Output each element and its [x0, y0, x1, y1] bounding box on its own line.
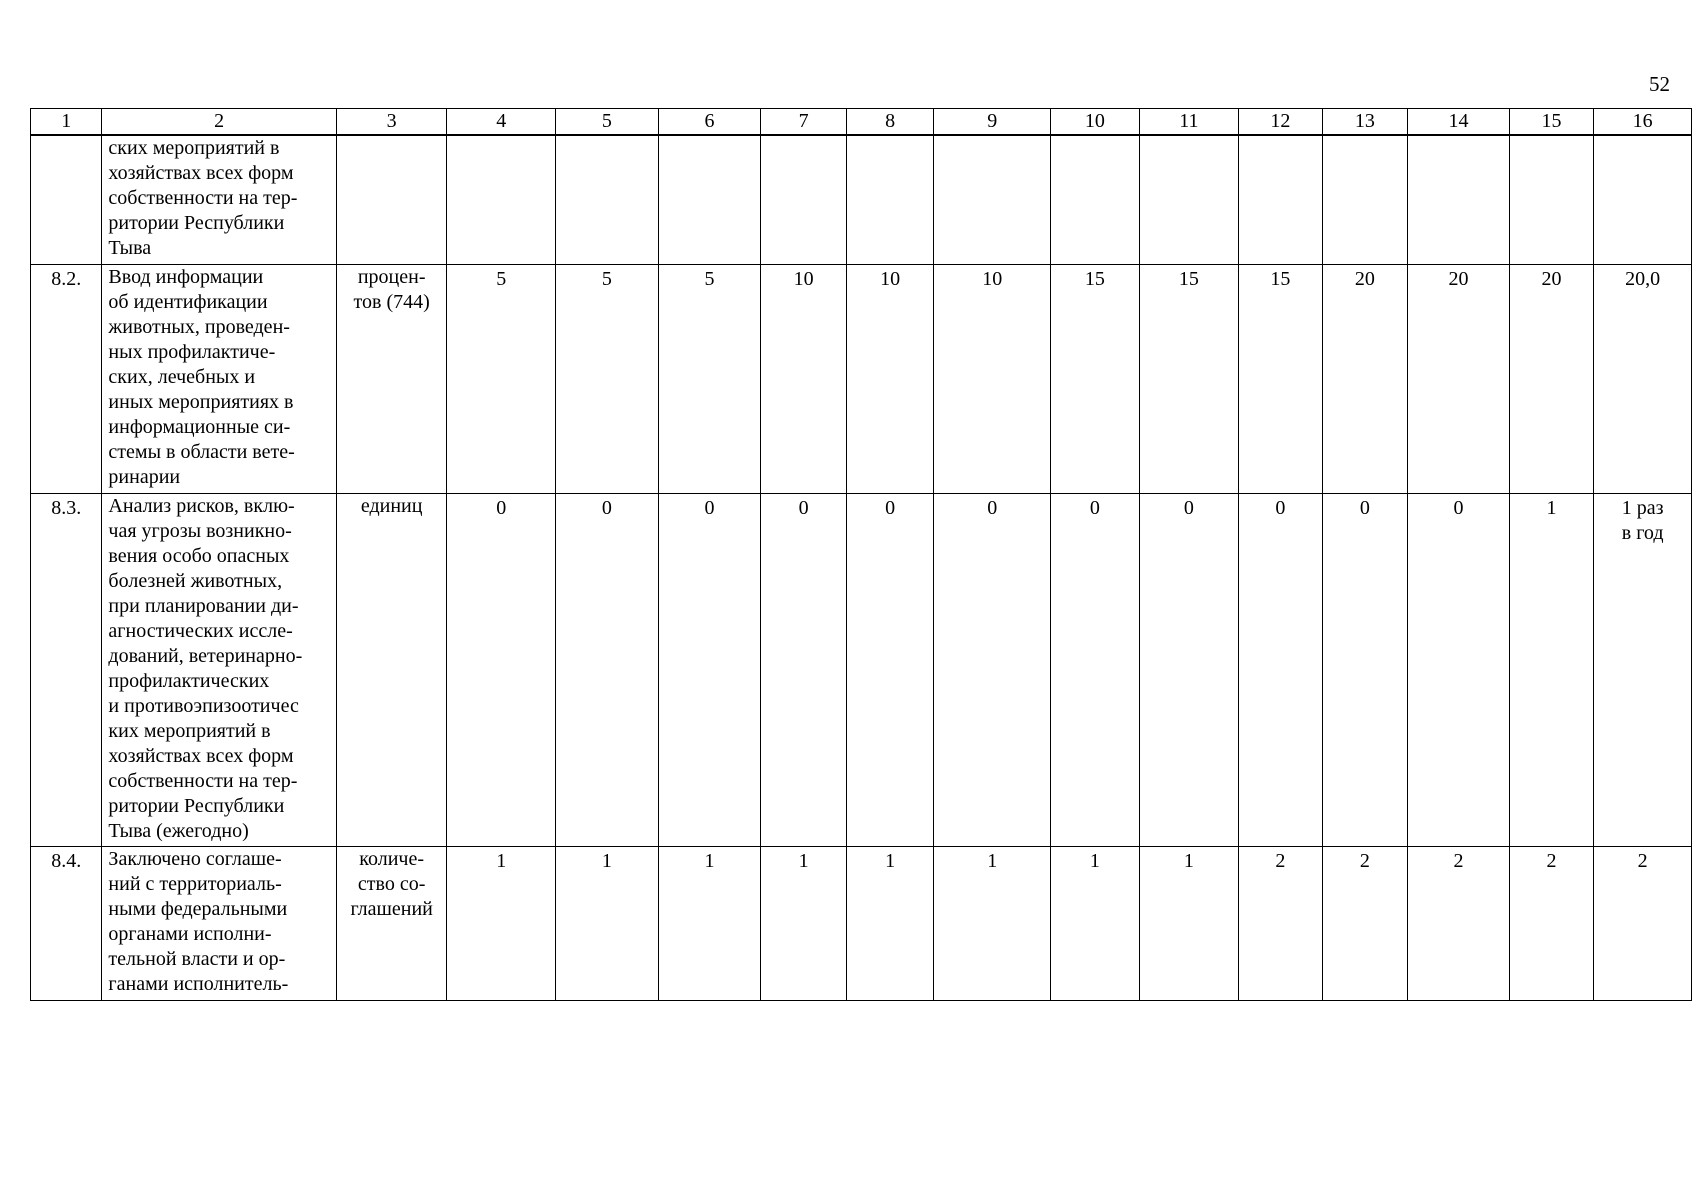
value-cell: 0: [1408, 494, 1510, 847]
value-cell: 10: [934, 265, 1051, 494]
row-number: 8.2.: [31, 265, 102, 494]
value-cell: 1: [447, 847, 556, 1001]
unit-cell: [336, 135, 447, 265]
column-header: 3: [336, 109, 447, 136]
value-cell: 10: [846, 265, 934, 494]
value-cell: 2: [1322, 847, 1408, 1001]
value-cell: [1408, 135, 1510, 265]
column-header: 5: [556, 109, 659, 136]
value-cell: 1: [761, 847, 847, 1001]
value-cell: 1: [846, 847, 934, 1001]
target-value-cell: [1594, 135, 1692, 265]
value-cell: [761, 135, 847, 265]
value-cell: [846, 135, 934, 265]
row-number: 8.3.: [31, 494, 102, 847]
target-value-cell: 2: [1594, 847, 1692, 1001]
value-cell: [658, 135, 761, 265]
value-cell: 1: [1509, 494, 1594, 847]
target-value-cell: 1 раз в год: [1594, 494, 1692, 847]
column-header: 4: [447, 109, 556, 136]
value-cell: [1239, 135, 1323, 265]
value-cell: 5: [556, 265, 659, 494]
table-row: [31, 494, 1692, 847]
value-cell: 2: [1509, 847, 1594, 1001]
row-number: [31, 135, 102, 265]
value-cell: 1: [1139, 847, 1239, 1001]
table-body: [31, 109, 1692, 1001]
unit-cell: процен- тов (744): [336, 265, 447, 494]
value-cell: 0: [761, 494, 847, 847]
table-row: [31, 847, 1692, 1001]
value-cell: 0: [1322, 494, 1408, 847]
indicator-name: Ввод информации об идентификации животных, проведен- ных профилактиче- ских, лечебных и иных мероприятиях в информационные си- стемы в области вете- ринарии: [102, 265, 336, 494]
value-cell: 0: [934, 494, 1051, 847]
value-cell: 0: [447, 494, 556, 847]
column-header: 1: [31, 109, 102, 136]
value-cell: 0: [1051, 494, 1140, 847]
value-cell: [1139, 135, 1239, 265]
column-header: 12: [1239, 109, 1323, 136]
indicator-name: Анализ рисков, вклю- чая угрозы возникно- вения особо опасных болезней животных, при планировании ди- агностических иссле- дований, ветеринарно- профилактических и противоэпизоотичес ких мероприятий в хозяйствах всех форм собственности на тер- ритории Республики Тыва (ежегодно): [102, 494, 336, 847]
value-cell: 0: [658, 494, 761, 847]
value-cell: [1051, 135, 1140, 265]
column-header: 7: [761, 109, 847, 136]
column-header: 6: [658, 109, 761, 136]
unit-cell: количе- ство со- глашений: [336, 847, 447, 1001]
value-cell: 10: [761, 265, 847, 494]
row-number: 8.4.: [31, 847, 102, 1001]
indicator-name: Заключено соглаше- ний с территориаль- ными федеральными органами исполни- тельной власти и ор- ганами исполнитель-: [102, 847, 336, 1001]
value-cell: 20: [1509, 265, 1594, 494]
value-cell: 0: [1239, 494, 1323, 847]
value-cell: 1: [934, 847, 1051, 1001]
value-cell: [556, 135, 659, 265]
value-cell: 20: [1408, 265, 1510, 494]
value-cell: 5: [447, 265, 556, 494]
column-header: 2: [102, 109, 336, 136]
value-cell: 1: [1051, 847, 1140, 1001]
value-cell: [934, 135, 1051, 265]
value-cell: [1322, 135, 1408, 265]
column-header: 8: [846, 109, 934, 136]
column-header: 15: [1509, 109, 1594, 136]
value-cell: 15: [1051, 265, 1140, 494]
column-header: 14: [1408, 109, 1510, 136]
value-cell: 0: [556, 494, 659, 847]
header-row: [31, 109, 1692, 136]
column-header: 11: [1139, 109, 1239, 136]
value-cell: 0: [1139, 494, 1239, 847]
column-header: 16: [1594, 109, 1692, 136]
value-cell: 2: [1408, 847, 1510, 1001]
table-row: [31, 135, 1692, 265]
value-cell: 5: [658, 265, 761, 494]
unit-cell: единиц: [336, 494, 447, 847]
value-cell: 1: [658, 847, 761, 1001]
target-value-cell: 20,0: [1594, 265, 1692, 494]
value-cell: 2: [1239, 847, 1323, 1001]
page-number: 52: [1649, 72, 1670, 96]
value-cell: 15: [1139, 265, 1239, 494]
column-header: 10: [1051, 109, 1140, 136]
value-cell: [1509, 135, 1594, 265]
value-cell: 0: [846, 494, 934, 847]
indicator-name: ских мероприятий в хозяйствах всех форм собственности на тер- ритории Республики Тыва: [102, 135, 336, 265]
value-cell: 1: [556, 847, 659, 1001]
indicators-table: [30, 108, 1692, 1001]
column-header: 9: [934, 109, 1051, 136]
column-header: 13: [1322, 109, 1408, 136]
value-cell: 20: [1322, 265, 1408, 494]
value-cell: 15: [1239, 265, 1323, 494]
value-cell: [447, 135, 556, 265]
table-row: [31, 265, 1692, 494]
